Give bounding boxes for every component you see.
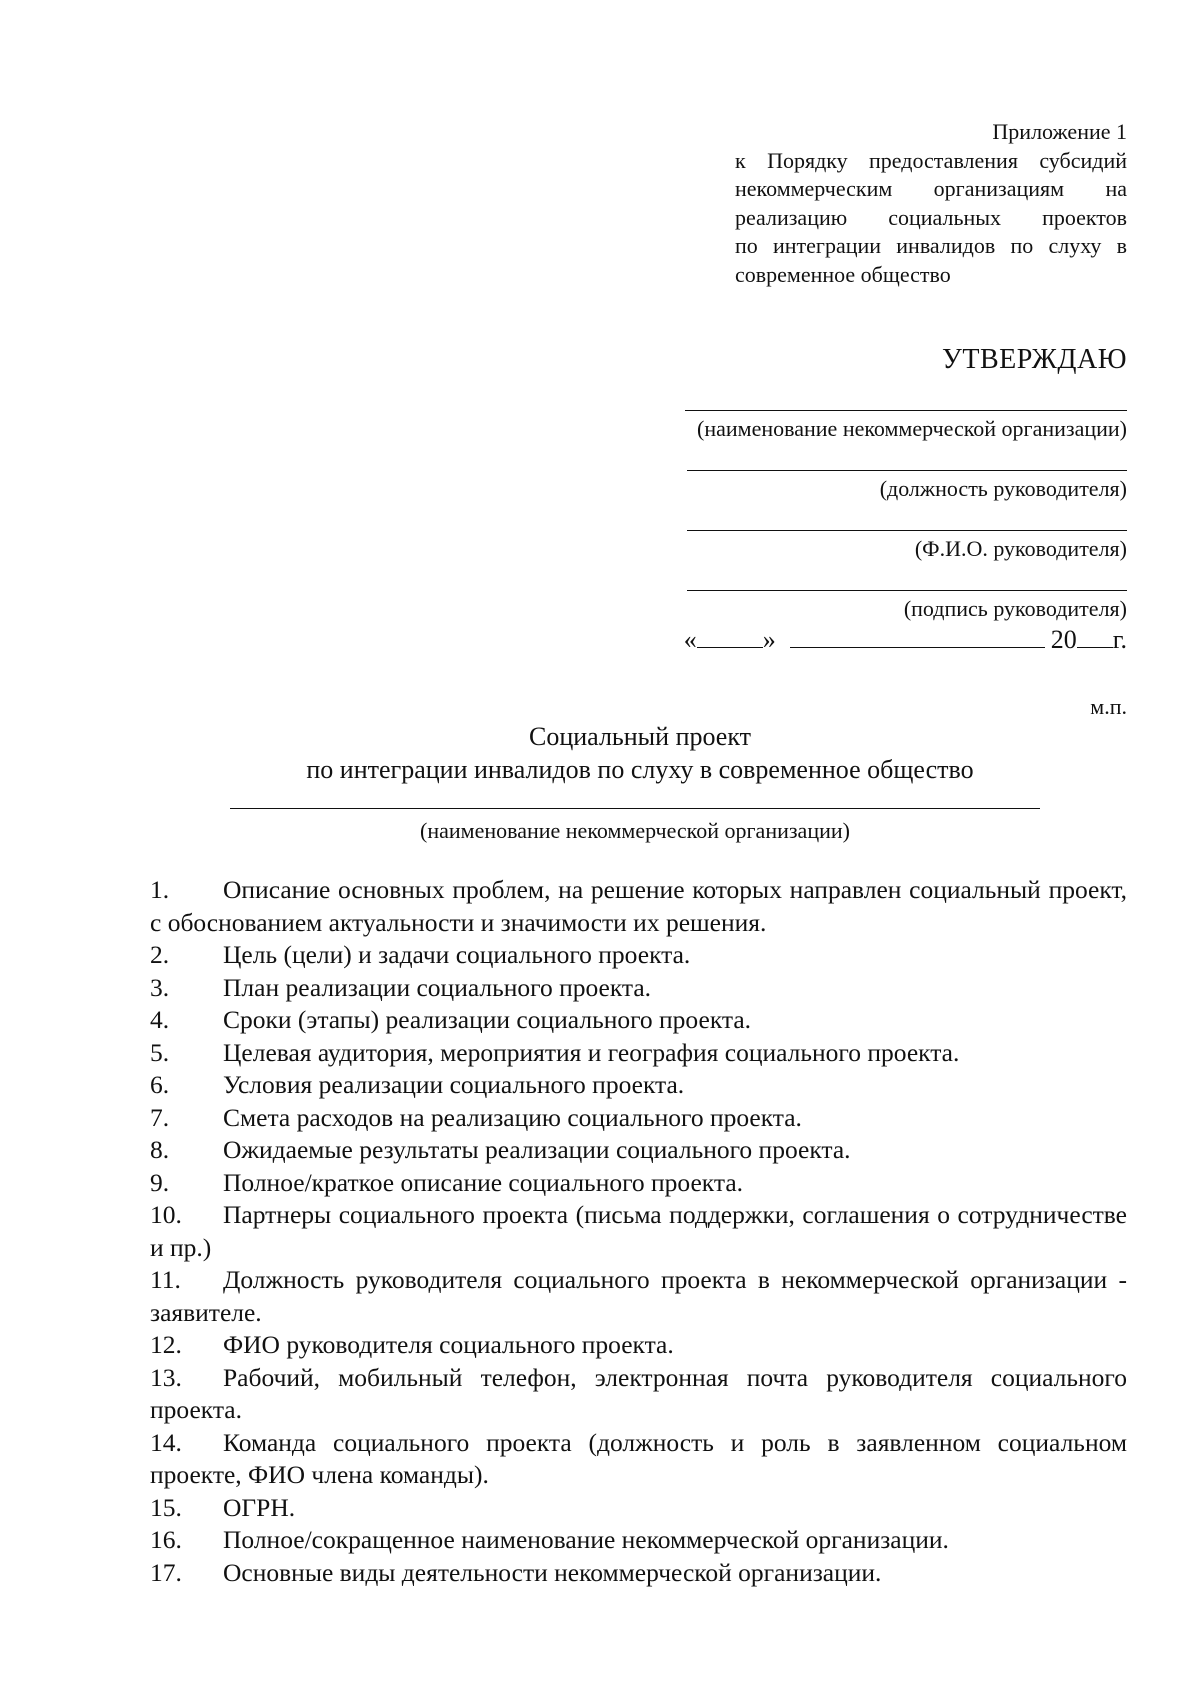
date-close-quote: » (762, 625, 776, 654)
head-name-field[interactable] (687, 530, 1127, 562)
list-item-number: 1. (150, 875, 170, 904)
list-item-number: 9. (150, 1167, 170, 1197)
org-name-caption: (наименование некоммерческой организации) (697, 416, 1127, 441)
org-name-blank-line[interactable] (685, 410, 1127, 411)
list-item (150, 1167, 1127, 1200)
approval-title: УТВЕРЖДАЮ (942, 344, 1127, 375)
date-year-prefix: 20 (1050, 625, 1077, 654)
project-title: Социальный проект (529, 722, 751, 751)
list-item-text: Ожидаемые результаты реализации социального проекта. (223, 1135, 851, 1164)
list-item-number: 11. (150, 1265, 181, 1294)
position-blank-line[interactable] (687, 470, 1127, 471)
list-item (150, 1264, 1127, 1329)
list-item (150, 1199, 1127, 1264)
list-item-number: 6. (150, 1070, 170, 1099)
signature-field[interactable] (687, 590, 1127, 622)
list-item-text: Цель (цели) и задачи социального проекта. (223, 940, 691, 969)
list-item-text: ФИО руководителя социального проекта. (223, 1330, 674, 1359)
list-item (150, 1557, 1127, 1590)
list-item-number: 2. (150, 940, 170, 969)
seal-place-label: м.п. (1090, 694, 1127, 719)
head-name-caption: (Ф.И.О. руководителя) (914, 536, 1127, 561)
list-item-number: 4. (150, 1005, 170, 1034)
list-item-number: 15. (150, 1492, 182, 1522)
list-item-number: 3. (150, 972, 170, 1002)
list-item-text: План реализации социального проекта. (223, 972, 652, 1002)
list-item-text: ОГРН. (223, 1492, 296, 1522)
list-item (150, 874, 1127, 939)
position-caption: (должность руководителя) (879, 476, 1127, 501)
list-item-text: Основные виды деятельности некоммерческой организации. (223, 1557, 882, 1587)
list-item-text: Партнеры социального проекта (письма поддержки, соглашения о сотрудничестве и пр.) (150, 1200, 1127, 1262)
date-open-quote: « (683, 625, 697, 654)
appendix-block (735, 118, 1127, 289)
date-day-blank[interactable] (697, 625, 763, 648)
list-item (150, 1524, 1127, 1557)
list-item-number: 13. (150, 1362, 182, 1392)
list-item-text: Целевая аудитория, мероприятия и география социального проекта. (223, 1037, 960, 1067)
list-item-text: Сроки (этапы) реализации социального проекта. (223, 1005, 752, 1034)
list-item-number: 12. (150, 1330, 182, 1359)
list-item (150, 1069, 1127, 1102)
list-item-number: 14. (150, 1427, 182, 1457)
list-item (150, 1004, 1127, 1037)
list-item (150, 1427, 1127, 1492)
org-name-field[interactable] (657, 410, 1127, 442)
list-item (150, 1037, 1127, 1070)
appendix-line: современное общество (735, 261, 951, 287)
list-item-text: Рабочий, мобильный телефон, электронная почта руководителя социального проекта. (150, 1362, 1127, 1424)
project-subtitle: по интеграции инвалидов по слуху в современное общество (306, 755, 974, 784)
head-name-blank-line[interactable] (687, 530, 1127, 531)
list-item (150, 972, 1127, 1005)
list-item (150, 1329, 1127, 1362)
list-item-text: Команда социального проекта (должность и роль в заявленном социальном проекте, ФИО члена команды). (150, 1427, 1127, 1489)
project-org-caption: (наименование некоммерческой организации) (420, 818, 850, 843)
signature-caption: (подпись руководителя) (903, 596, 1127, 621)
list-item-text: Описание основных проблем, на решение которых направлен социальный проект, с обоснованием актуальности и значимости их решения. (150, 875, 1127, 937)
list-item (150, 1492, 1127, 1525)
date-month-blank[interactable] (790, 625, 1045, 648)
appendix-line: по интеграции инвалидов по слуху в (735, 233, 1127, 258)
signature-blank-line[interactable] (687, 590, 1127, 591)
list-item-text: Должность руководителя социального проекта в некоммерческой организации - заявителе. (150, 1265, 1127, 1327)
list-item-number: 17. (150, 1557, 182, 1587)
project-org-blank-line[interactable] (230, 808, 1040, 809)
date-year-blank[interactable] (1077, 625, 1113, 648)
date-year-suffix: г. (1112, 625, 1127, 654)
appendix-line: некоммерческим организациям на (735, 176, 1127, 201)
appendix-line: к Порядку предоставления субсидий (735, 147, 1127, 173)
appendix-line: Приложение 1 (992, 119, 1127, 144)
list-item (150, 1134, 1127, 1167)
date-field (684, 625, 1127, 655)
list-item-text: Полное/краткое описание социального проекта. (223, 1167, 744, 1197)
list-item-number: 16. (150, 1525, 182, 1554)
project-sections-list (150, 874, 1127, 1589)
list-item (150, 939, 1127, 972)
list-item-number: 7. (150, 1102, 170, 1132)
list-item (150, 1362, 1127, 1427)
list-item-text: Полное/сокращенное наименование некоммерческой организации. (223, 1525, 949, 1554)
position-field[interactable] (687, 470, 1127, 502)
list-item-text: Условия реализации социального проекта. (223, 1070, 685, 1099)
list-item-number: 8. (150, 1135, 170, 1164)
list-item-number: 5. (150, 1037, 170, 1067)
list-item-number: 10. (150, 1200, 182, 1229)
list-item (150, 1102, 1127, 1135)
list-item-text: Смета расходов на реализацию социального проекта. (223, 1102, 802, 1132)
appendix-line: реализацию социальных проектов (735, 204, 1127, 230)
